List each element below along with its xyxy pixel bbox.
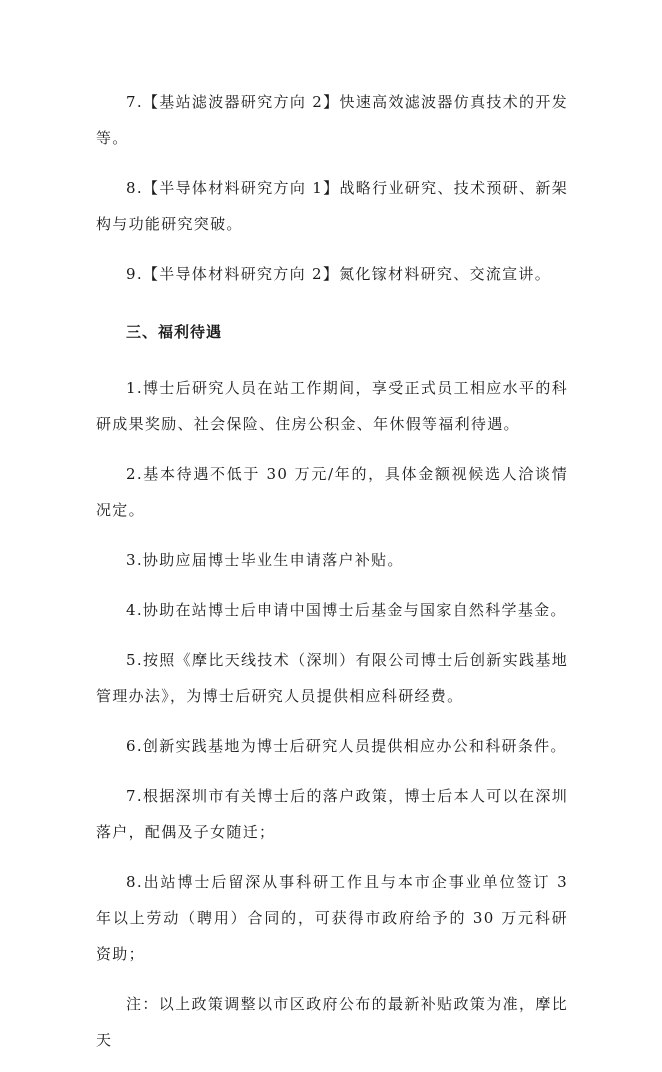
benefit-item-4: 4.协助在站博士后申请中国博士后基金与国家自然科学基金。 [126,601,567,619]
benefit-item-8: 8.出站博士后留深从事科研工作且与本市企事业单位签订 3 年以上劳动（聘用）合同的，可获得市政府给予的 30 万元科研资助； [96,873,568,963]
research-direction-item-9: 9.【半导体材料研究方向 2】氮化镓材料研究、交流宣讲。 [126,265,552,283]
research-direction-item-8: 8.【半导体材料研究方向 1】战略行业研究、技术预研、新架构与功能研究突破。 [96,179,568,233]
benefit-item-5: 5.按照《摩比天线技术（深圳）有限公司博士后创新实践基地管理办法》，为博士后研究人员提供相应科研经费。 [96,651,568,705]
benefit-item-2: 2.基本待遇不低于 30 万元/年的，具体金额视候选人洽谈情况定。 [96,465,568,519]
policy-note: 注：以上政策调整以市区政府公布的最新补贴政策为准，摩比天 [96,995,568,1049]
benefit-item-7: 7.根据深圳市有关博士后的落户政策，博士后本人可以在深圳落户，配偶及子女随迁； [96,787,568,841]
benefit-item-3: 3.协助应届博士毕业生申请落户补贴。 [126,551,404,569]
research-direction-item-7: 7.【基站滤波器研究方向 2】快速高效滤波器仿真技术的开发等。 [96,93,568,147]
benefit-item-1: 1.博士后研究人员在站工作期间，享受正式员工相应水平的科研成果奖励、社会保险、住房公积金、年休假等福利待遇。 [96,379,568,433]
benefit-item-6: 6.创新实践基地为博士后研究人员提供相应办公和科研条件。 [126,737,567,755]
section-heading-benefits: 三、福利待遇 [126,323,223,341]
document-body [96,84,568,1072]
